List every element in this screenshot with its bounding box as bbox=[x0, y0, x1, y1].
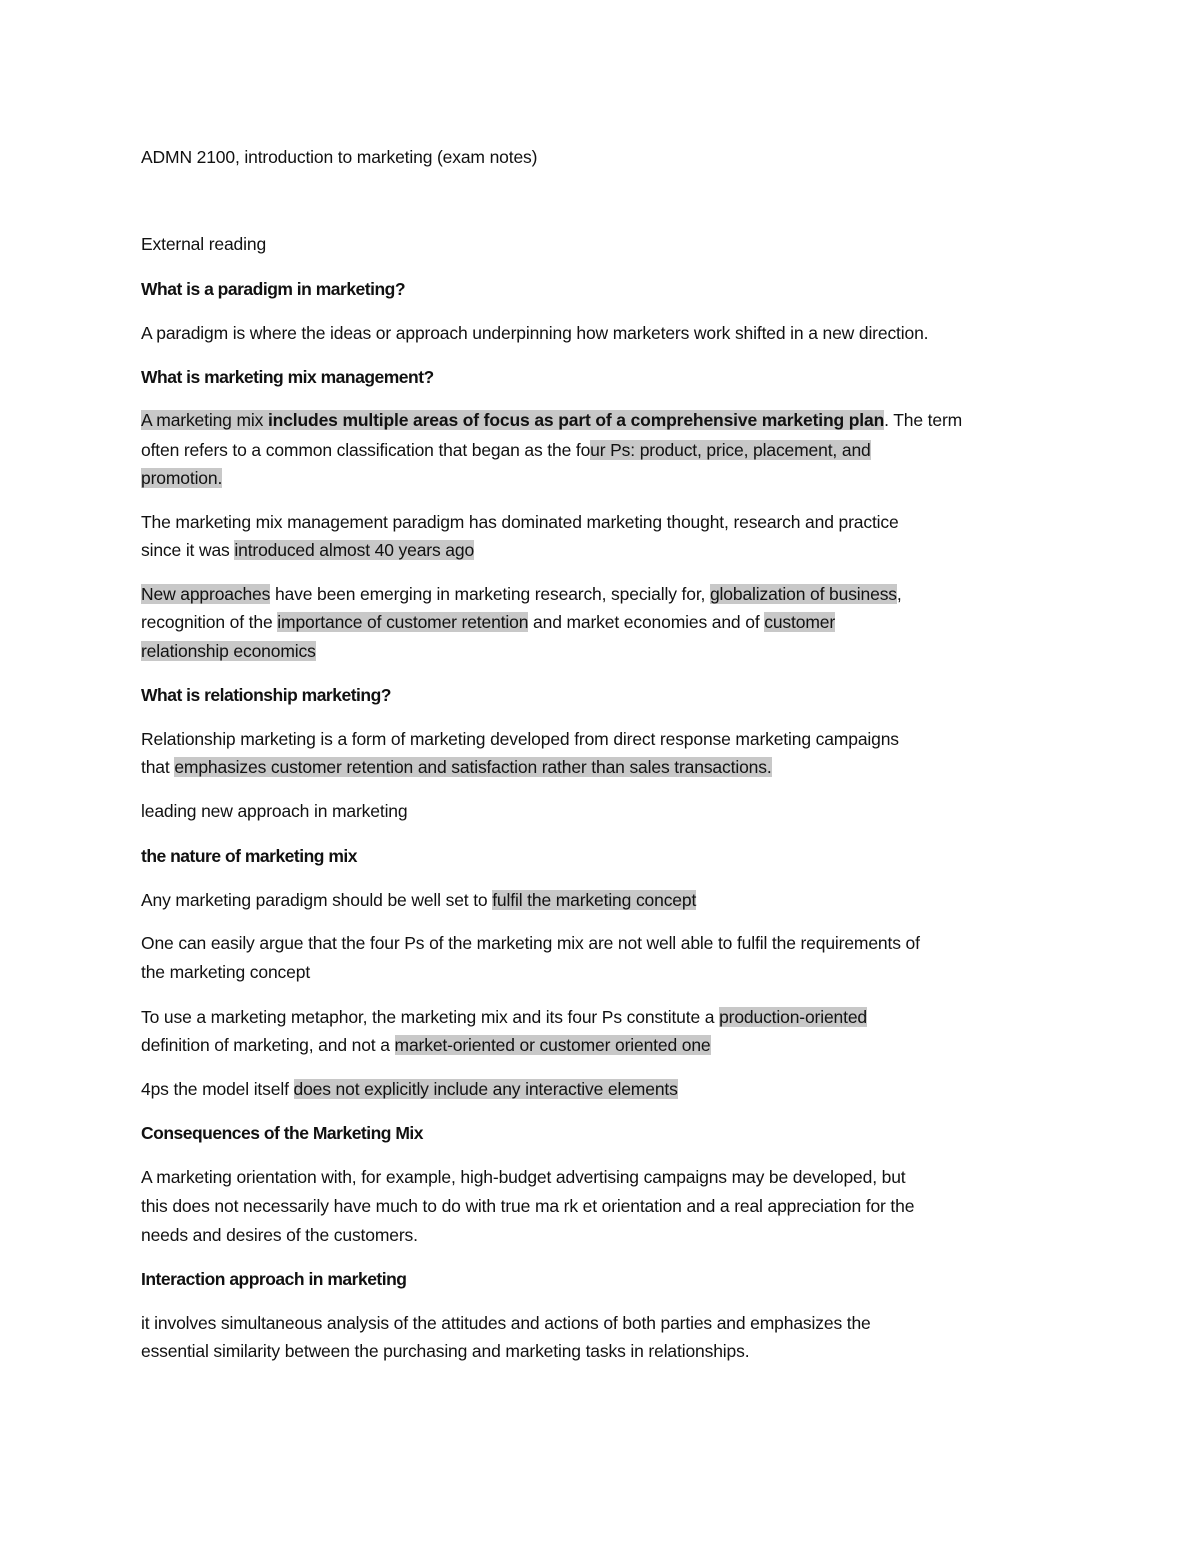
heading-marketing-mix: What is marketing mix management? bbox=[141, 367, 434, 387]
text-run: To use a marketing metaphor, the marketing mix and its four Ps constitute a bbox=[141, 1007, 720, 1027]
text-line bbox=[141, 640, 316, 662]
text-line bbox=[141, 756, 772, 778]
text-line bbox=[141, 1006, 867, 1028]
text-line bbox=[141, 583, 902, 605]
text-line: the marketing concept bbox=[141, 962, 311, 982]
highlight: emphasizes customer retention and satisfaction rather than sales transactions. bbox=[174, 757, 772, 777]
document-title: ADMN 2100, introduction to marketing (exam notes) bbox=[141, 147, 538, 167]
heading-relationship-marketing: What is relationship marketing? bbox=[141, 685, 391, 705]
text-run: definition of marketing, and not a bbox=[141, 1035, 395, 1055]
text-run: and market economies and of bbox=[528, 612, 765, 632]
highlight: New approaches bbox=[141, 584, 271, 604]
text-run: recognition of the bbox=[141, 612, 278, 632]
text-run: have been emerging in marketing research, specially for, bbox=[270, 584, 710, 604]
highlight: globalization of business bbox=[709, 584, 897, 604]
highlight: does not explicitly include any interactive elements bbox=[293, 1079, 678, 1099]
heading-consequences: Consequences of the Marketing Mix bbox=[141, 1123, 424, 1143]
highlight: promotion. bbox=[141, 468, 223, 488]
highlight: introduced almost 40 years ago bbox=[234, 540, 475, 560]
text-line: leading new approach in marketing bbox=[141, 801, 408, 821]
text-line bbox=[141, 611, 835, 633]
text-line bbox=[141, 1078, 678, 1100]
paragraph-paradigm: A paradigm is where the ideas or approach underpinning how marketers work shifted in a new direction. bbox=[141, 323, 929, 343]
text-run: that bbox=[141, 757, 175, 777]
text-line: essential similarity between the purchasing and marketing tasks in relationships. bbox=[141, 1341, 750, 1361]
text-run: 4ps the model itself bbox=[141, 1079, 294, 1099]
text-run: . The term bbox=[884, 410, 963, 430]
text-line: Relationship marketing is a form of marketing developed from direct response marketing campaigns bbox=[141, 729, 899, 749]
highlight: production-oriented bbox=[719, 1007, 868, 1027]
text-run: , bbox=[896, 584, 902, 604]
text-run: Any marketing paradigm should be well set to bbox=[141, 890, 493, 910]
highlight: ur Ps: product, price, placement, and bbox=[590, 440, 871, 460]
heading-nature-of-mix: the nature of marketing mix bbox=[141, 846, 357, 866]
text-line: this does not necessarily have much to do with true ma rk et orientation and a real appreciation for the bbox=[141, 1196, 915, 1216]
text-line bbox=[141, 439, 871, 461]
highlight: importance of customer retention bbox=[277, 612, 529, 632]
heading-paradigm: What is a paradigm in marketing? bbox=[141, 279, 406, 299]
text-run: often refers to a common classification that began as the fo bbox=[141, 440, 591, 460]
text-line: A marketing orientation with, for example, high-budget advertising campaigns may be developed, but bbox=[141, 1167, 906, 1187]
text-line: it involves simultaneous analysis of the attitudes and actions of both parties and emphasizes the bbox=[141, 1313, 871, 1333]
highlight: market-oriented or customer oriented one bbox=[394, 1035, 711, 1055]
bold-highlight: includes multiple areas of focus as part of a comprehensive marketing plan bbox=[267, 410, 885, 430]
highlight: fulfil the marketing concept bbox=[492, 890, 697, 910]
text-line bbox=[141, 539, 474, 561]
text-run: since it was bbox=[141, 540, 235, 560]
highlight: A marketing mix bbox=[141, 410, 268, 430]
text-line bbox=[141, 889, 696, 911]
highlight: customer bbox=[764, 612, 836, 632]
text-line: needs and desires of the customers. bbox=[141, 1225, 418, 1245]
highlight: relationship economics bbox=[141, 641, 316, 661]
heading-interaction-approach: Interaction approach in marketing bbox=[141, 1269, 407, 1289]
section-label: External reading bbox=[141, 234, 267, 254]
text-line bbox=[141, 467, 222, 489]
text-line: One can easily argue that the four Ps of the marketing mix are not well able to fulfil the requirements of bbox=[141, 933, 920, 953]
text-line bbox=[141, 409, 962, 431]
text-line: The marketing mix management paradigm has dominated marketing thought, research and practice bbox=[141, 512, 899, 532]
text-line bbox=[141, 1034, 711, 1056]
